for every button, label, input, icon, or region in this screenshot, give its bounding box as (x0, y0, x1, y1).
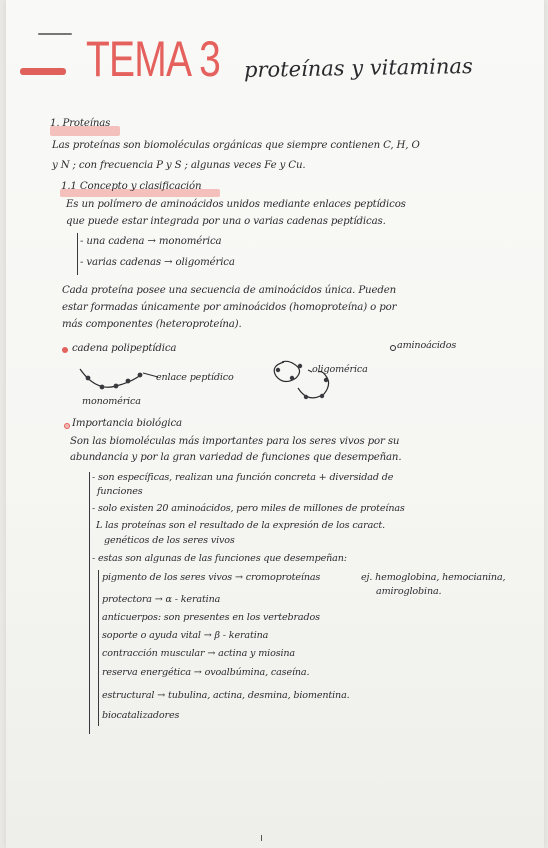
importance-line-2: abundancia y por la gran variedad de funciones que desempeñan. (70, 452, 402, 463)
importance-bracket (89, 472, 90, 734)
bullet-1-line-2: funciones (97, 486, 143, 497)
classification-oligo: - varias cadenas → oligomérica (80, 257, 235, 268)
intro-line-1: Las proteínas son biomoléculas orgánicas que siempre contienen C, H, O (52, 140, 420, 151)
functions-bracket (98, 570, 99, 726)
notebook-page (6, 0, 544, 848)
page-title: TEMA 3 (86, 31, 221, 87)
importance-heading: Importancia biológica (72, 418, 182, 429)
bullet-2: - solo existen 20 aminoácidos, pero miles de millones de proteínas (92, 503, 405, 514)
intro-line-2: y N ; con frecuencia P y S ; algunas veces Fe y Cu. (52, 160, 306, 171)
function-item: protectora → α - keratina (102, 594, 221, 605)
bullet-3-line-2: genéticos de los seres vivos (104, 535, 235, 546)
pigment-note-2: amiroglobina. (376, 586, 442, 597)
classification-mono: - una cadena → monomérica (80, 236, 222, 247)
function-item: biocatalizadores (102, 710, 180, 721)
function-item: soporte o ayuda vital → β - keratina (102, 630, 269, 641)
importance-line-1: Son las biomoléculas más importantes para los seres vivos por su (70, 436, 400, 447)
diagram-label-chain: cadena polipeptídica (72, 343, 177, 354)
function-item: anticuerpos: son presentes en los vertebrados (102, 612, 320, 623)
importance-bullet (64, 423, 70, 429)
bullet-1-line-1: - son específicas, realizan una función concreta + diversidad de (92, 472, 394, 483)
diagram-label-oligo: oligomérica (312, 364, 368, 375)
bullet-4: - estas son algunas de las funciones que desempeñan: (92, 553, 347, 564)
bullet-3-line-1: L las proteínas son el resultado de la expresión de los caract. (96, 520, 385, 531)
pen-mark (261, 835, 262, 841)
sequence-line-2: estar formadas únicamente por aminoácidos (homoproteína) o por (62, 302, 397, 313)
function-item: contracción muscular → actina y miosina (102, 648, 295, 659)
sequence-line-1: Cada proteína posee una secuencia de aminoácidos única. Pueden (62, 285, 397, 296)
function-item: reserva energética → ovoalbúmina, caseína. (102, 667, 310, 678)
subsection-heading: 1.1 Concepto y clasificación (61, 181, 202, 192)
function-item: pigmento de los seres vivos → cromoproteínas (102, 572, 321, 583)
section-heading: 1. Proteínas (50, 118, 111, 129)
concept-line-2: que puede estar integrada por una o varias cadenas peptídicas. (66, 216, 386, 227)
function-item: estructural → tubulina, actina, desmina, biomentina. (102, 690, 350, 701)
sequence-line-3: más componentes (heteroproteína). (62, 319, 242, 330)
diagram-label-mono: monomérica (82, 396, 141, 407)
diagram-label-bond: enlace peptídico (156, 372, 234, 383)
diagram-label-aminoacids: aminoácidos (397, 340, 457, 351)
pigment-note-1: ej. hemoglobina, hemocianina, (361, 572, 506, 583)
page-subtitle: proteínas y vitaminas (243, 54, 473, 82)
concept-line-1: Es un polímero de aminoácidos unidos mediante enlaces peptídicos (66, 199, 406, 210)
